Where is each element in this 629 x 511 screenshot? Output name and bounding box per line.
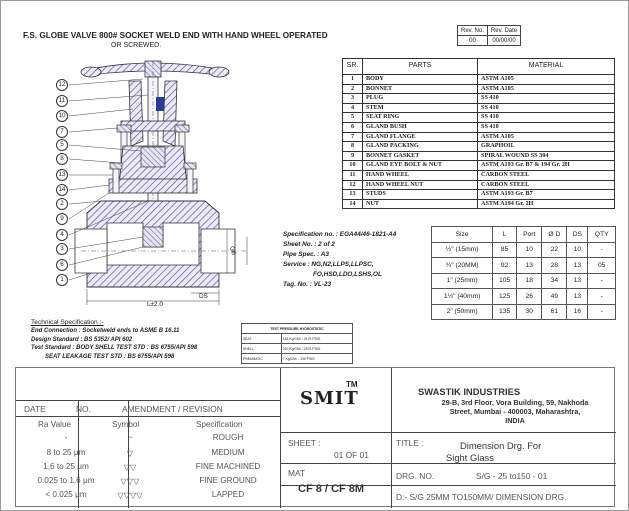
parts-row <box>343 94 615 104</box>
pressure-value: 7 Kg/CM² - 100 PSIG <box>281 354 352 364</box>
address-line: 29-B, 3rd Floor, Vora Building, 59, Nakhoda <box>441 398 589 407</box>
parts-cell-sr: 7 <box>343 132 363 142</box>
tech-spec-heading: Technical Specification :- <box>31 319 104 326</box>
parts-cell-material: CARBON STEEL <box>478 180 615 190</box>
roughness-ra: 1.6 to 25 μm <box>43 462 89 471</box>
roughness-ra: - <box>64 433 68 442</box>
callout-bubble: 8 <box>56 153 68 165</box>
test-pressure-heading: TEST PRESSURE-HYDROSTATIC <box>242 324 353 334</box>
parts-cell-material: ASTM A105 <box>478 84 615 94</box>
roughness-ra: < 0.025 μm <box>45 490 87 499</box>
callout-bubble: 14 <box>56 184 68 196</box>
size-cell: - <box>588 304 616 320</box>
callout-bubble: 12 <box>56 79 68 91</box>
size-cell: 30 <box>517 304 542 320</box>
parts-row <box>343 180 615 190</box>
callout-bubble: 10 <box>56 110 68 122</box>
size-cell: 1½" (40mm) <box>432 289 493 305</box>
rev-no-value: 00 <box>458 36 488 46</box>
specification-block <box>283 230 396 290</box>
amendment-label: AMENDMENT / REVISION <box>122 404 223 414</box>
size-header: Port <box>517 227 542 243</box>
mat-label: MAT <box>288 468 306 478</box>
address-line: INDIA <box>505 416 525 426</box>
date-label: DATE <box>24 404 46 414</box>
parts-header-material: MATERIAL <box>478 59 615 75</box>
parts-cell-sr: 4 <box>343 103 363 113</box>
pressure-label: SEAT <box>242 334 282 344</box>
parts-row <box>343 122 615 132</box>
roughness-spec: LAPPED <box>211 490 245 499</box>
tech-spec-line: End Connection : Socketweld ends to ASME B 16.11 <box>31 328 180 335</box>
parts-row <box>343 113 615 123</box>
parts-row <box>343 132 615 142</box>
parts-cell-material: ASTM A193 Gr. B7 & 194 Gr. 2H <box>478 161 615 171</box>
parts-cell-part: HAND WHEEL NUT <box>363 180 478 190</box>
revision-table <box>457 25 521 46</box>
callout-bubble: 9 <box>56 213 68 225</box>
parts-cell-part: PLUG <box>363 94 478 104</box>
callout-bubble: 7 <box>56 126 68 138</box>
roughness-header-symbol: Symbol <box>112 420 140 429</box>
parts-header-parts: PARTS <box>363 59 478 75</box>
tech-spec-line: Design Standard : BS 5352/ API 602 <box>31 336 133 343</box>
parts-cell-sr: 5 <box>343 113 363 123</box>
parts-cell-material: ASTM A194 Gr. 2H <box>478 199 615 209</box>
roughness-symbol: ▽▽ <box>123 463 137 472</box>
callout-bubble: 13 <box>56 169 68 181</box>
drg-no-label: DRG. NO. <box>396 471 435 481</box>
callout-bubble: 1 <box>56 274 68 286</box>
parts-cell-material: SS 410 <box>478 122 615 132</box>
size-cell: 85 <box>493 242 517 258</box>
size-cell: 13 <box>567 289 588 305</box>
logo-text: SMIT <box>300 388 359 409</box>
size-cell: 26 <box>517 289 542 305</box>
rev-date-header: Rev. Date <box>487 26 520 36</box>
title-label: TITLE : <box>396 438 424 448</box>
tech-spec-line: Test Standard : BODY SHELL TEST STD : BS 6755/API 598 <box>31 345 198 352</box>
parts-row <box>343 84 615 94</box>
spec-line: Service : NG,N2,LLPS,LLPSC, <box>283 261 374 268</box>
dimension-length-label: L±2.0 <box>147 301 163 308</box>
size-header: Size <box>432 227 493 243</box>
roughness-symbol: ~ <box>127 433 133 442</box>
address-line: Street, Mumbai - 400003, Maharashtra, <box>449 407 581 417</box>
callout-bubble: 11 <box>56 95 68 107</box>
company-name: SWASTIK INDUSTRIES <box>418 386 521 397</box>
parts-row <box>343 142 615 152</box>
drawing-subtitle: OR SCREWED. <box>111 42 162 49</box>
size-cell: 135 <box>493 304 517 320</box>
parts-cell-part: GLAND FLANGE <box>363 132 478 142</box>
spec-line: FO,HSD,LDO,LSHS,OL <box>313 271 382 278</box>
parts-cell-sr: 9 <box>343 151 363 161</box>
roughness-ra: 0.025 to 1.6 μm <box>37 476 95 485</box>
size-cell: 13 <box>567 273 588 289</box>
size-cell: 92 <box>493 258 517 274</box>
parts-row <box>343 151 615 161</box>
pressure-value: 153 Kg/CM² - 2175 PSIG <box>281 334 352 344</box>
size-cell: - <box>588 273 616 289</box>
parts-cell-material: SPIRAL WOUND SS 304 <box>478 151 615 161</box>
size-cell: 10 <box>567 242 588 258</box>
size-cell: 13 <box>567 258 588 274</box>
parts-cell-part: SEAT RING <box>363 113 478 123</box>
size-row <box>432 242 616 258</box>
parts-cell-sr: 10 <box>343 161 363 171</box>
technical-specification <box>31 319 197 361</box>
pressure-label: PNEUMATIC <box>242 354 282 364</box>
valve-section-drawing <box>51 51 306 311</box>
size-cell: ½" (15mm) <box>432 242 493 258</box>
spec-line: Specification no. : EGA44/46-1821-A4 <box>283 231 397 238</box>
parts-cell-part: BODY <box>363 75 478 85</box>
spec-line: Pipe Spec. : A3 <box>283 251 329 258</box>
logo-tm: TM <box>346 380 358 389</box>
size-header: L <box>493 227 517 243</box>
size-header: QTY <box>588 227 616 243</box>
dimension-phi-d-label: φD <box>229 246 237 255</box>
parts-row <box>343 170 615 180</box>
parts-cell-material: ASTM A105 <box>478 75 615 85</box>
roughness-symbol: ▽▽▽▽ <box>117 491 143 500</box>
parts-cell-sr: 8 <box>343 142 363 152</box>
parts-row <box>343 199 615 209</box>
sheet-label: SHEET : <box>288 438 321 448</box>
size-row <box>432 273 616 289</box>
roughness-header-ra: Ra Value <box>38 420 72 429</box>
parts-cell-material: SS 410 <box>478 94 615 104</box>
parts-cell-sr: 6 <box>343 122 363 132</box>
tech-spec-line: SEAT LEAKAGE TEST STD : BS 6755/API 598 <box>45 353 175 360</box>
parts-cell-part: BONNET <box>363 84 478 94</box>
test-pressure-table <box>241 323 353 364</box>
roughness-spec: ROUGH <box>212 433 244 442</box>
parts-row <box>343 161 615 171</box>
size-cell: - <box>588 289 616 305</box>
parts-cell-part: STEM <box>363 103 478 113</box>
size-cell: 28 <box>542 258 567 274</box>
size-cell: 34 <box>542 273 567 289</box>
size-row <box>432 304 616 320</box>
rev-no-header: Rev. No. <box>458 26 488 36</box>
parts-cell-sr: 1 <box>343 75 363 85</box>
size-table <box>431 226 616 320</box>
size-row <box>432 258 616 274</box>
parts-cell-material: SS 410 <box>478 103 615 113</box>
sheet-value: 01 OF 01 <box>334 450 369 460</box>
size-cell: 49 <box>542 289 567 305</box>
roughness-header-spec: Specification <box>196 420 243 429</box>
roughness-spec: MEDIUM <box>211 448 245 457</box>
drg-no-value: S/G - 25 to150 - 01 <box>476 471 548 481</box>
size-cell: 105 <box>493 273 517 289</box>
roughness-symbol: ▽▽▽ <box>120 477 140 486</box>
size-cell: 16 <box>567 304 588 320</box>
parts-cell-part: BONNET GASKET <box>363 151 478 161</box>
mat-value: CF 8 / CF 8M <box>298 483 365 495</box>
company-logo <box>300 388 359 409</box>
parts-cell-part: GLAND PACKING <box>363 142 478 152</box>
roughness-ra: 8 to 25 μm <box>46 448 86 457</box>
parts-header-sr: SR. <box>343 59 363 75</box>
drawing-title: F.S. GLOBE VALVE 800# SOCKET WELD END WITH HAND WHEEL OPERATED <box>23 31 328 40</box>
parts-cell-sr: 11 <box>343 170 363 180</box>
size-cell: ¾" (20MM) <box>432 258 493 274</box>
title-value-line2: Sight Glass <box>446 452 494 463</box>
parts-cell-part: HAND WHEEL <box>363 170 478 180</box>
size-cell: 61 <box>542 304 567 320</box>
parts-cell-sr: 13 <box>343 190 363 200</box>
parts-row <box>343 103 615 113</box>
no-label: NO. <box>76 404 91 414</box>
parts-cell-material: ASTM A105 <box>478 132 615 142</box>
callout-bubble: 4 <box>56 229 68 241</box>
parts-cell-part: STUDS <box>363 190 478 200</box>
parts-cell-part: GLAND EYE BOLT & NUT <box>363 161 478 171</box>
spec-line: Sheet No. : 2 of 2 <box>283 241 335 248</box>
parts-cell-sr: 3 <box>343 94 363 104</box>
size-cell: 05 <box>588 258 616 274</box>
size-cell: 13 <box>517 258 542 274</box>
parts-cell-material: ASTM A193 Gr. B7 <box>478 190 615 200</box>
callout-bubble: 6 <box>56 259 68 271</box>
pressure-label: SHELL <box>242 344 282 354</box>
parts-cell-material: SS 410 <box>478 113 615 123</box>
parts-cell-sr: 2 <box>343 84 363 94</box>
parts-row <box>343 190 615 200</box>
size-row <box>432 289 616 305</box>
drawing-description: D:- S/G 25MM TO150MM/ DIMENSION DRG. <box>396 492 567 502</box>
parts-row <box>343 75 615 85</box>
roughness-spec: FINE GROUND <box>199 476 257 485</box>
pressure-value: 210 Kg/CM² - 2975 PSIG <box>281 344 352 354</box>
dimension-ds-label: DS <box>199 293 208 300</box>
title-block <box>15 367 615 507</box>
parts-cell-sr: 14 <box>343 199 363 209</box>
size-header: DS <box>567 227 588 243</box>
callout-bubble: 2 <box>56 198 68 210</box>
parts-cell-part: NUT <box>363 199 478 209</box>
rev-date-value: 00/00/00 <box>487 36 520 46</box>
parts-cell-sr: 12 <box>343 180 363 190</box>
roughness-symbol: ▽ <box>126 449 134 458</box>
parts-cell-material: CARBON STEEL <box>478 170 615 180</box>
size-cell: 125 <box>493 289 517 305</box>
size-cell: 10 <box>517 242 542 258</box>
size-cell: 22 <box>542 242 567 258</box>
company-address <box>410 398 620 426</box>
parts-cell-material: GRAPHOIL <box>478 142 615 152</box>
callout-bubble: 5 <box>56 139 68 151</box>
size-cell: 18 <box>517 273 542 289</box>
parts-cell-part: GLAND BUSH <box>363 122 478 132</box>
size-cell: 1" (25mm) <box>432 273 493 289</box>
size-cell: - <box>588 242 616 258</box>
roughness-spec: FINE MACHINED <box>195 462 261 471</box>
spec-line: Tag. No. : VL-23 <box>283 281 332 288</box>
title-value-line1: Dimension Drg. For <box>460 440 542 451</box>
parts-table <box>342 58 615 209</box>
size-cell: 2" (50mm) <box>432 304 493 320</box>
callout-bubble: 3 <box>56 243 68 255</box>
size-header: Ø D <box>542 227 567 243</box>
